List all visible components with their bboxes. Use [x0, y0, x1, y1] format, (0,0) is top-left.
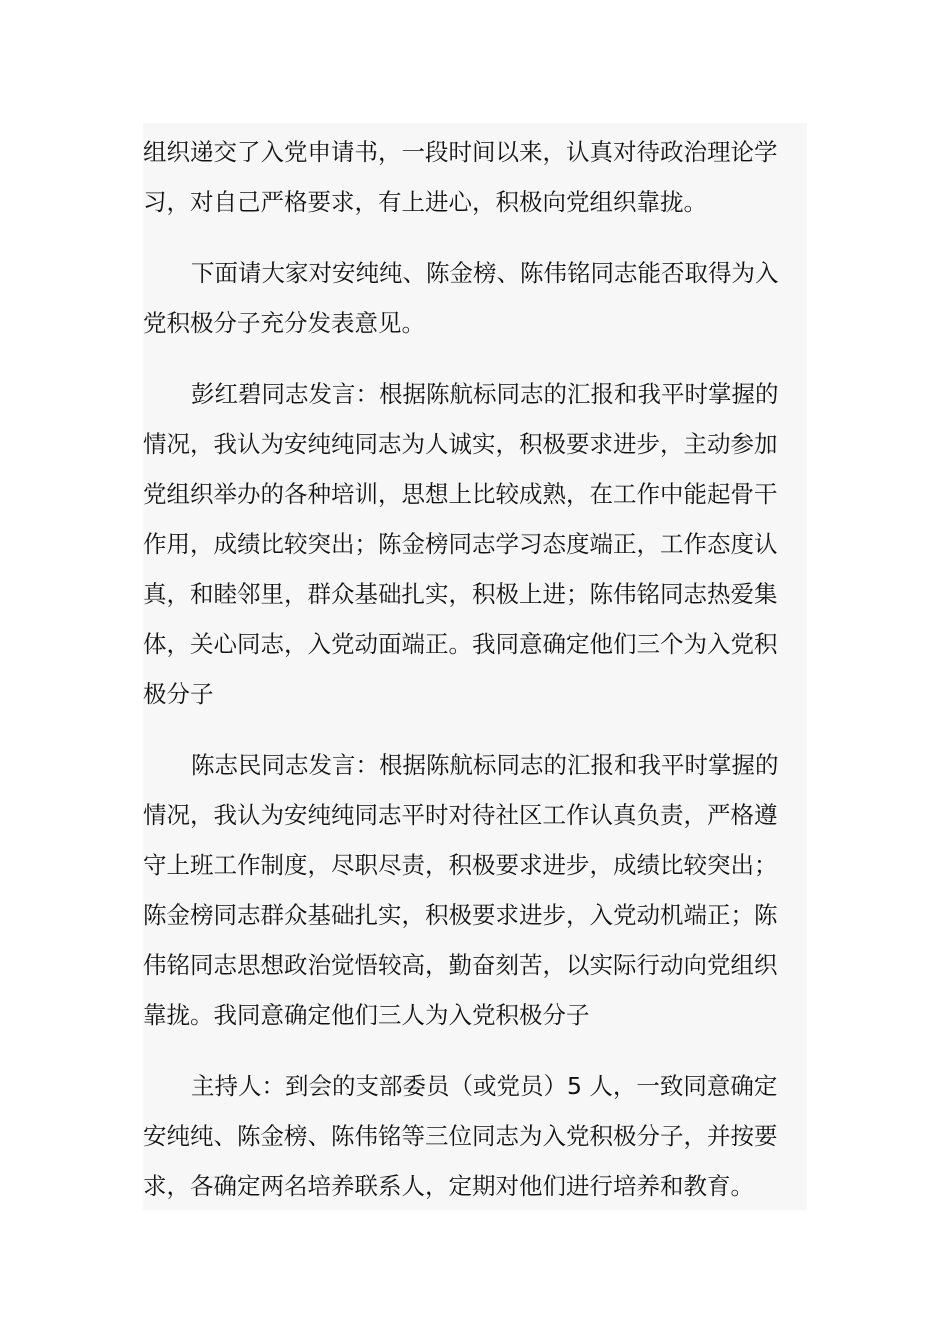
text-line: 党组织举办的各种培训，思想上比较成熟，在工作中能起骨干 [143, 480, 778, 508]
text-line: 伟铭同志思想政治觉悟较高，勤奋刻苦，以实际行动向党组织 [143, 951, 778, 979]
text-line: 安纯纯、陈金榜、陈伟铭等三位同志为入党积极分子，并按要 [143, 1122, 778, 1150]
paragraph-host-conclusion [143, 1061, 807, 1211]
text-line: 真，和睦邻里，群众基础扎实，积极上进；陈伟铭同志热爱集 [143, 580, 778, 608]
text-line: 陈金榜同志群众基础扎实，积极要求进步，入党动机端正；陈 [143, 901, 778, 929]
text-line: 主持人：到会的支部委员（或党员）5 人，一致同意确定 [191, 1072, 778, 1100]
text-line: 守上班工作制度，尽职尽责，积极要求进步，成绩比较突出； [143, 851, 778, 879]
text-line: 组织递交了入党申请书，一段时间以来，认真对待政治理论学 [143, 138, 778, 166]
text-line: 情况，我认为安纯纯同志平时对待社区工作认真负责，严格遵 [143, 801, 778, 829]
document-text-area [143, 123, 807, 1210]
text-line: 极分子 [143, 680, 214, 708]
text-line: 彭红碧同志发言：根据陈航标同志的汇报和我平时掌握的 [191, 380, 779, 408]
text-line: 靠拢。我同意确定他们三人为入党积极分子 [143, 1001, 590, 1029]
text-line: 党积极分子充分发表意见。 [143, 309, 425, 337]
text-line: 下面请大家对安纯纯、陈金榜、陈伟铭同志能否取得为入 [191, 259, 779, 287]
text-line: 陈志民同志发言：根据陈航标同志的汇报和我平时掌握的 [191, 751, 779, 779]
text-line: 求，各确定两名培养联系人，定期对他们进行培养和教育。 [143, 1172, 754, 1200]
text-line: 作用，成绩比较突出；陈金榜同志学习态度端正，工作态度认 [143, 530, 778, 558]
paragraph-peng-hongbi-speech [143, 369, 807, 719]
paragraph-request-opinions [143, 248, 807, 348]
text-line: 习，对自己严格要求，有上进心，积极向党组织靠拢。 [143, 188, 707, 216]
paragraph-party-application [143, 127, 807, 227]
text-line: 情况，我认为安纯纯同志为人诚实，积极要求进步，主动参加 [143, 430, 778, 458]
paragraph-chen-zhimin-speech [143, 740, 807, 1040]
text-line: 体，关心同志，入党动面端正。我同意确定他们三个为入党积 [143, 630, 778, 658]
